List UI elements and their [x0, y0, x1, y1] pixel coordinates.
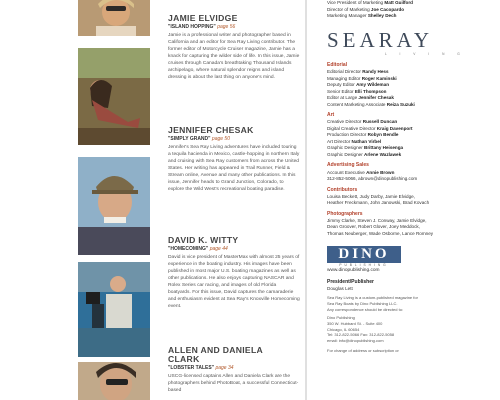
- bio-text: Jamie is a professional writer and photographer based in California and an editor for Sea Ray Living contributor. The former editor of Motorcycle Cruiser magazine, Jamie has a knack for capturing the wilder side of life. In this issue, Jamie cruises through Canada's breathtaking Thousand Islands archipelago, where natural splendor reigns and island dressing is about the last thing on anyone's mind.: [168, 33, 300, 80]
- bio-allen-daniela-clark: [168, 345, 299, 395]
- portrait-jennifer-chesak: [78, 48, 150, 145]
- article-title: "SIMPLY GRAND": [168, 136, 211, 143]
- address-line: Dino Publishing: [327, 315, 355, 321]
- masthead-notice: [327, 295, 492, 312]
- bio-david-witty: [168, 236, 300, 311]
- masthead-art: [327, 112, 492, 158]
- article-credit: [168, 365, 286, 371]
- dino-publishing-logo: [327, 246, 401, 268]
- section-heading: Photographers: [327, 210, 363, 217]
- masthead-photographers: [327, 211, 492, 238]
- page-ref: page 50: [211, 136, 230, 143]
- portrait-allen-daniela-clark: [78, 262, 150, 357]
- notice-line: Sea Ray Boats by Dino Publishing LLC.: [327, 300, 398, 306]
- president-name: Douglas Lett: [327, 285, 353, 291]
- contributor-name: JENNIFER CHESAK: [168, 125, 254, 135]
- searay-living-logo: SEARAY: [327, 27, 434, 52]
- page-ref: page 56: [217, 24, 236, 31]
- masthead-line: Director of Marketing Joe Cacopardo: [327, 6, 405, 12]
- masthead-line: Thomas Neuberger, Wade Osborne, Lance Romney: [327, 230, 434, 236]
- publisher-url: www.dinopublishing.com: [327, 267, 380, 273]
- portrait-jamie-elvidge: [78, 0, 150, 36]
- masthead-line: Vice President of Marketing Matt Guilford: [327, 0, 413, 5]
- section-heading: President/Publisher: [327, 278, 374, 285]
- masthead-line: Creative Director Russell Duncan: [327, 119, 398, 125]
- masthead-line: Account Executive Annie Brown: [327, 169, 395, 175]
- masthead-line: Digital Creative Director Kraig Davenport: [327, 125, 413, 131]
- bio-text: Jennifer's Sea Ray Living adventures have included touring a tequila hacienda in Mexico, castle-hopping in northern Italy and cruising with Sea Ray customers from across the United States. Her writing has appeared in Trail Runner, Field & Stream online, Avenue and many other publications. In this issue, Jennifer heads to Grand Junction, Colorado, to explore the Wild West's recreational boating paradise.: [168, 145, 300, 192]
- section-heading: Editorial: [327, 62, 348, 69]
- masthead-editorial: [327, 62, 492, 108]
- page-ref: page 34: [215, 365, 234, 372]
- masthead-line: Heather Freckmann, John Janowski, Brad Kovach: [327, 200, 430, 206]
- contributor-name: ALLEN AND DANIELA CLARK: [168, 345, 263, 365]
- article-title: "HOMECOMING": [168, 246, 209, 253]
- searay-living-logo-sub: L I V I N G: [385, 51, 466, 56]
- masthead-line: Graphic Designer Arlene Wazlawek: [327, 151, 402, 157]
- masthead-line: Editor at Large Jennifer Chesak: [327, 95, 394, 101]
- article-credit: [168, 24, 300, 30]
- page-ref: page 44: [209, 246, 228, 253]
- masthead-marketing: [327, 0, 492, 20]
- bio-text: David is vice president of MasterMax with almost 25 years of experience in the boating industry. His images have been published in most major U.S. boating magazines as well as other publications. He also enjoys capturing NASCAR and Rolex Series car racing, and images of old Florida boatyards. For this issue, David captures the camaraderie and enthusiasm evident at Sea Ray's Knoxville Homecoming event.: [168, 255, 300, 309]
- article-credit: [168, 246, 300, 252]
- section-heading: Contributors: [327, 186, 358, 193]
- publisher-address: [327, 315, 492, 343]
- masthead: [327, 0, 492, 353]
- address-line: Chicago, IL 60654: [327, 326, 360, 332]
- masthead-line: Dean Groover, Robert Glover, Joey Meddock,: [327, 224, 420, 230]
- address-line: Tel: 312-822-5066 Fax: 312-822-5058: [327, 332, 395, 338]
- article-credit: [168, 136, 300, 142]
- article-title: "LOBSTER TALES": [168, 365, 215, 372]
- masthead-line: Marketing Manager Shelley Dech: [327, 13, 397, 19]
- article-title: "ISLAND HOPPING": [168, 24, 216, 31]
- masthead-line: Louisa Beckett, Judy Darby, Jamie Elvidge,: [327, 193, 416, 199]
- bio-jamie-elvidge: [168, 14, 300, 82]
- footer-note: For change of address or subscription or: [327, 347, 399, 353]
- masthead-line: Editorial Director Randy Hess: [327, 69, 389, 75]
- contributor-name: JAMIE ELVIDGE: [168, 13, 238, 23]
- portrait-fifth-contributor: [78, 362, 150, 400]
- masthead-contributors: [327, 187, 492, 207]
- dino-wordmark-sub: PUBLISHING: [339, 263, 389, 268]
- address-line: email: info@dinopublishing.com: [327, 338, 384, 344]
- masthead-line: Production Director Robyn Bendle: [327, 132, 399, 138]
- column-divider: [305, 0, 307, 400]
- masthead-advertising: [327, 162, 492, 182]
- masthead-line: 312-852-5066, abrown@dinopublishing.com: [327, 176, 418, 182]
- masthead-line: Content Marketing Associate Reiza Suzuki: [327, 101, 415, 107]
- masthead-line: Senior Editor Elli Thompson: [327, 88, 387, 94]
- notice-line: Sea Ray Living is a custom-published magazine for: [327, 295, 418, 301]
- masthead-line: Deputy Editor Amy Wildeman: [327, 82, 389, 88]
- bio-text: USCG-licensed captains Allen and Daniela Clark are the photographers behind PhotoBoat, a successful Connecticut-based: [168, 374, 299, 393]
- section-heading: Art: [327, 112, 335, 119]
- portrait-david-witty: [78, 157, 150, 255]
- dino-wordmark: DINO: [327, 246, 401, 263]
- masthead-line: Graphic Designer Brittany Heisenga: [327, 145, 404, 151]
- notice-line: Any correspondence should be directed to:: [327, 306, 404, 312]
- masthead-line: Art Director Nathan Virbel: [327, 138, 382, 144]
- address-line: 350 W. Hubbard St. - Suite 400: [327, 321, 383, 326]
- contributor-name: DAVID K. WITTY: [168, 235, 239, 245]
- bio-jennifer-chesak: [168, 126, 300, 194]
- masthead-line: Jimmy Clarke, Steven J. Conway, Jamie Elvidge,: [327, 217, 427, 223]
- section-heading: Advertising Sales: [327, 162, 369, 169]
- masthead-line: Managing Editor Roger Kaminski: [327, 75, 397, 81]
